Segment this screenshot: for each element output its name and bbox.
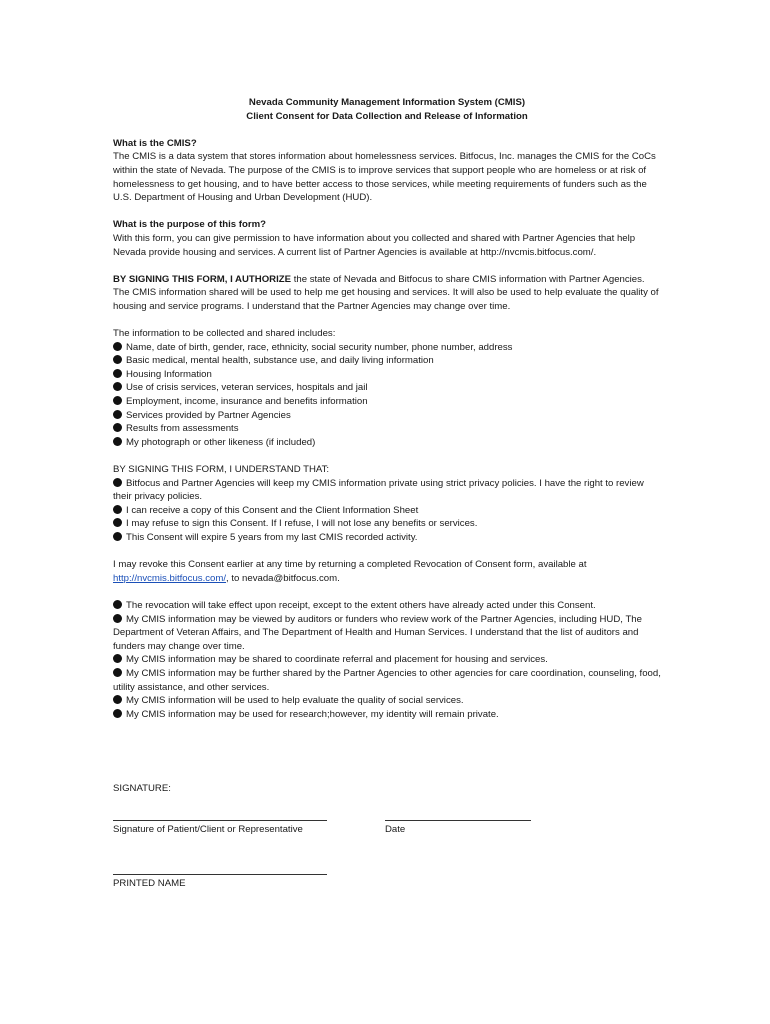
section-purpose-heading: What is the purpose of this form? — [113, 219, 266, 231]
section-cmis-body: The CMIS is a data system that stores information about homelessness services. Bitfocus, Inc. manages the CMIS for the CoCs within the state of Nevada. The purpose of the CMIS is to improve services that support people who are homeless or at risk of homelessness to get housing, and to have better access to those services, while meeting requirements of funders such as the U.S. Department of Housing and Urban Development (HUD). — [113, 151, 656, 204]
authorize-paragraph — [113, 273, 661, 314]
list-item: I can receive a copy of this Consent and the Client Information Sheet — [113, 504, 661, 518]
list-item: My CMIS information will be used to help evaluate the quality of social services. — [113, 694, 661, 708]
section-cmis-heading: What is the CMIS? — [113, 137, 197, 149]
bullet-icon — [113, 382, 122, 391]
list-item: My CMIS information may be further shared by the Partner Agencies to other agencies for care coordination, counseling, food, utility assistance, and other services. — [113, 667, 661, 693]
list-item: The revocation will take effect upon receipt, except to the extent others have already acted under this Consent. — [113, 599, 661, 613]
bullet-icon — [113, 614, 122, 623]
revoke-paragraph: I may revoke this Consent earlier at any time by returning a completed Revocation of Consent form, available at http://nvcmis.bitfocus.com/, to nevada@bitfocus.com. — [113, 559, 587, 584]
bullet-icon — [113, 437, 122, 446]
form-title-line1: Nevada Community Management Information System (CMIS) — [248, 97, 526, 108]
list-item: My CMIS information may be shared to coordinate referral and placement for housing and services. — [113, 653, 661, 667]
list-item: I may refuse to sign this Consent. If I refuse, I will not lose any benefits or services. — [113, 517, 661, 531]
bullet-icon — [113, 695, 122, 704]
signature-label: Signature of Patient/Client or Representative — [113, 824, 303, 835]
bullet-icon — [113, 532, 122, 541]
bullet-icon — [113, 709, 122, 718]
bullet-icon — [113, 668, 122, 677]
terms-list — [113, 599, 661, 721]
section-purpose-body: With this form, you can give permission to have information about you collected and shared with Partner Agencies that help Nevada provide housing and services. A current list of Partner Agencies is available at http://nvcmis.bitfocus.com/. — [113, 232, 636, 258]
list-item: This Consent will expire 5 years from my last CMIS recorded activity. — [113, 531, 661, 545]
list-item: My photograph or other likeness (if included) — [113, 436, 661, 450]
list-item: Employment, income, insurance and benefits information — [113, 395, 661, 409]
bullet-icon — [113, 600, 122, 609]
printed-name-line[interactable] — [113, 874, 327, 875]
signature-line[interactable] — [113, 820, 327, 821]
bullet-icon — [113, 355, 122, 364]
bullet-icon — [113, 518, 122, 527]
bullet-icon — [113, 369, 122, 378]
bullet-icon — [113, 342, 122, 351]
form-title-line2: Client Consent for Data Collection and Release of Information — [246, 110, 528, 122]
understand-intro: BY SIGNING THIS FORM, I UNDERSTAND THAT: — [113, 464, 330, 476]
date-line[interactable] — [385, 820, 531, 821]
list-item: Use of crisis services, veteran services, hospitals and jail — [113, 381, 661, 395]
list-item: Name, date of birth, gender, race, ethnicity, social security number, phone number, address — [113, 341, 661, 355]
list-item: Housing Information — [113, 368, 661, 382]
list-item: Bitfocus and Partner Agencies will keep my CMIS information private using strict privacy policies. I have the right to review their privacy policies. — [113, 477, 644, 503]
list-item: My CMIS information may be used for research;however, my identity will remain private. — [113, 708, 661, 722]
authorize-rest: the state of Nevada and Bitfocus to share CMIS information with Partner Agencies. The CMIS information shared will be used to help me get housing and services. It will also be used to help evaluate the quality of housing and service programs. I understand that the Partner Agencies may change over time. — [113, 273, 659, 312]
revocation-link[interactable]: http://nvcmis.bitfocus.com/ — [113, 572, 227, 584]
list-item: Services provided by Partner Agencies — [113, 409, 661, 423]
signature-heading: SIGNATURE: — [113, 783, 171, 794]
bullet-icon — [113, 505, 122, 514]
form-body — [113, 96, 661, 721]
info-collected-intro: The information to be collected and shared includes: — [113, 328, 336, 340]
list-item: My CMIS information may be viewed by auditors or funders who review work of the Partner Agencies, including HUD, The Department of Veteran Affairs, and The Department of Health and Human Services. I understand that the list of auditors and funders may change over time. — [113, 613, 642, 652]
understand-list — [113, 477, 661, 545]
bullet-icon — [113, 478, 122, 487]
list-item: Basic medical, mental health, substance use, and daily living information — [113, 354, 661, 368]
date-label: Date — [385, 824, 406, 835]
printed-name-label: PRINTED NAME — [113, 878, 186, 889]
list-item: Results from assessments — [113, 422, 661, 436]
info-collected-list — [113, 341, 661, 450]
bullet-icon — [113, 423, 122, 432]
bullet-icon — [113, 410, 122, 419]
bullet-icon — [113, 396, 122, 405]
authorize-bold: BY SIGNING THIS FORM, I AUTHORIZE — [113, 273, 292, 285]
bullet-icon — [113, 654, 122, 663]
